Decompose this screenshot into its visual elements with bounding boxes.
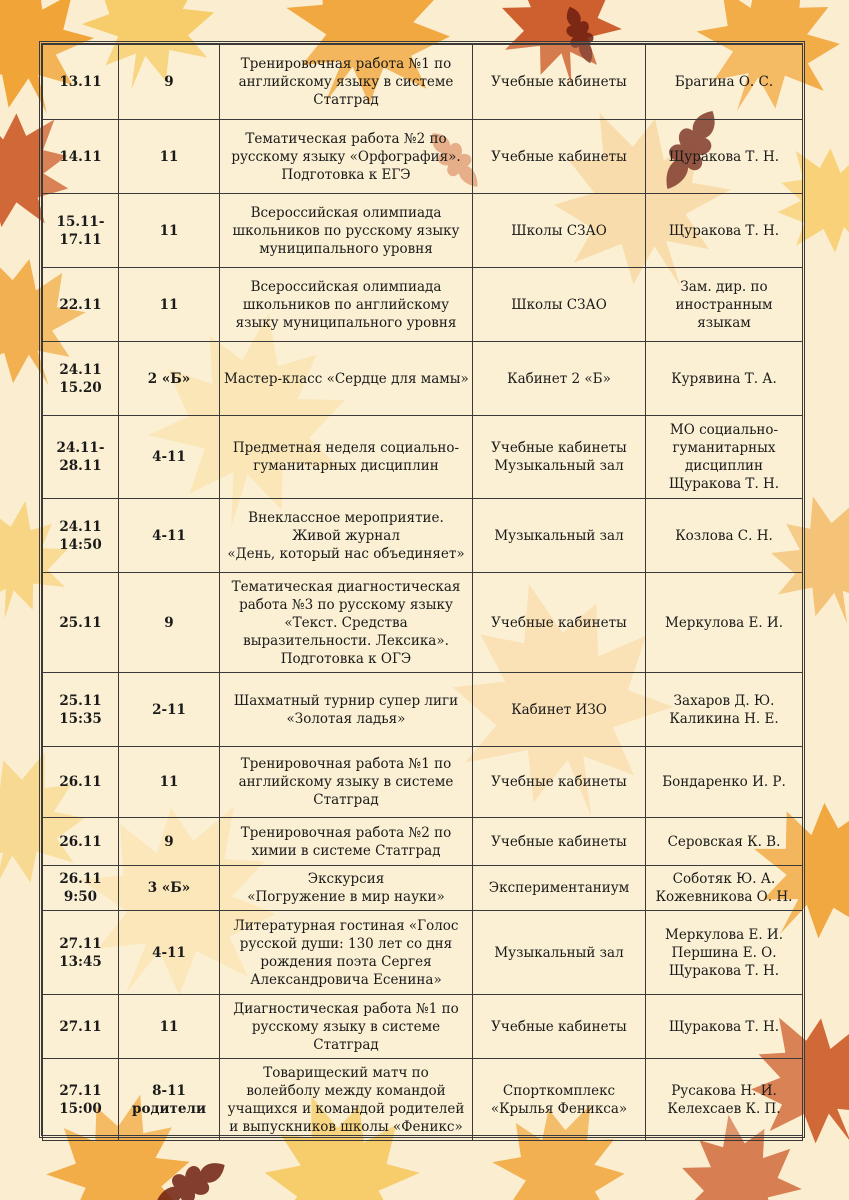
event-title-line: английскому языку в системе (238, 74, 454, 90)
event-responsible-line: языкам (697, 314, 751, 331)
event-location-line: Учебные кабинеты (491, 614, 627, 631)
event-date-line: 14:50 (59, 536, 102, 553)
event-location-line: Школы СЗАО (511, 222, 607, 239)
event-responsible-line: Келехсаев К. П. (667, 1100, 781, 1117)
event-grade-line: 8-11 (152, 1082, 186, 1099)
table-row (43, 866, 803, 911)
event-title-line: волейболу между командой (246, 1082, 446, 1099)
event-date (43, 673, 119, 747)
event-title (220, 342, 473, 416)
event-title-line: языку муниципального уровня (235, 314, 457, 331)
event-date-line: 27.11 (59, 1082, 102, 1099)
event-title-line: Тематическая диагностическая (231, 578, 461, 595)
event-responsible (646, 45, 803, 120)
event-title-line: Всероссийская олимпиада (250, 278, 442, 295)
event-title (220, 573, 473, 673)
event-date (43, 911, 119, 995)
event-date-line: 15:00 (59, 1100, 102, 1117)
event-date (43, 747, 119, 818)
event-responsible-line: МО социально- (669, 422, 779, 438)
event-schedule (39, 41, 805, 1138)
event-location (473, 45, 646, 120)
event-title-line: Предметная неделя социально- (232, 440, 460, 456)
event-location-line: Учебные кабинеты (491, 833, 627, 850)
event-responsible (646, 866, 803, 911)
event-date-line: 27.11 (59, 1018, 102, 1035)
event-responsible-line: Меркулова Е. И. (665, 926, 783, 943)
event-responsible (646, 499, 803, 573)
event-title-line: «Золотая ладья» (286, 710, 406, 727)
event-grade-line: 11 (159, 774, 179, 790)
event-date (43, 499, 119, 573)
event-grade-line: 11 (159, 296, 179, 313)
event-title-line: Тематическая работа №2 по (245, 130, 447, 147)
event-grade (119, 1059, 220, 1141)
event-title-line: Шахматный турнир супер лиги (233, 692, 459, 709)
event-location (473, 866, 646, 911)
event-title (220, 995, 473, 1059)
event-location (473, 342, 646, 416)
event-date-line: 27.11 (59, 935, 102, 952)
event-location (473, 120, 646, 194)
event-grade-line: 2-11 (152, 701, 186, 718)
event-date-line: 25.11 (59, 692, 102, 709)
event-location-line: Учебные кабинеты (491, 148, 627, 165)
event-location (473, 499, 646, 573)
table-row (43, 818, 803, 866)
event-location-line: Кабинет 2 «Б» (507, 370, 611, 387)
event-date-line: 15.20 (59, 379, 102, 396)
event-title-line: и выпускников школы «Феникс» (229, 1118, 463, 1135)
event-responsible-line: Щуракова Т. Н. (668, 222, 780, 239)
event-date-line: 28.11 (59, 458, 102, 474)
event-responsible-line: Щуракова Т. Н. (668, 962, 780, 979)
event-title-line: школьников по английскому (242, 296, 450, 313)
event-date-line: 26.11 (59, 871, 102, 887)
event-title-line: Экскурсия (307, 871, 385, 887)
event-responsible-line: гуманитарных (672, 440, 776, 456)
event-title-line: Товарищеский матч по (263, 1064, 429, 1081)
event-responsible-line: Щуракова Т. Н. (668, 476, 780, 492)
event-title-line: Живой журнал (292, 527, 400, 544)
event-title-line: Тренировочная работа №2 по (240, 824, 452, 841)
event-title (220, 866, 473, 911)
event-title (220, 268, 473, 342)
event-title-line: Мастер-класс «Сердце для мамы» (224, 370, 469, 387)
event-responsible-line: Козлова С. Н. (675, 527, 773, 544)
event-responsible-line: Соботяк Ю. А. (672, 871, 776, 887)
event-date-line: 14.11 (59, 148, 102, 165)
event-responsible (646, 1059, 803, 1141)
event-date (43, 194, 119, 268)
event-responsible-line: Першина Е. О. (671, 944, 777, 961)
table-row (43, 194, 803, 268)
event-responsible (646, 673, 803, 747)
event-title-line: школьников по русскому языку (232, 222, 460, 239)
event-grade (119, 342, 220, 416)
event-title-line: Тренировочная работа №1 по (240, 756, 452, 772)
event-location-line: Кабинет ИЗО (511, 701, 607, 718)
event-location-line: Учебные кабинеты (491, 774, 627, 790)
event-date-line: 24.11 (59, 518, 102, 535)
event-title (220, 673, 473, 747)
event-date (43, 995, 119, 1059)
event-title (220, 45, 473, 120)
event-location (473, 194, 646, 268)
event-title-line: «День, который нас объединяет» (227, 545, 465, 562)
event-date (43, 416, 119, 499)
event-location-line: Музыкальный зал (494, 527, 624, 544)
event-responsible (646, 194, 803, 268)
event-responsible (646, 995, 803, 1059)
event-title-line: гуманитарных дисциплин (253, 458, 439, 474)
event-grade-line: 3 «Б» (147, 880, 191, 896)
event-date-line: 22.11 (59, 296, 102, 313)
event-grade-line: 4-11 (152, 944, 186, 961)
table-row (43, 416, 803, 499)
event-date-line: 9:50 (63, 889, 98, 905)
event-date-line: 13.11 (59, 74, 102, 90)
event-grade (119, 673, 220, 747)
event-responsible-line: Щуракова Т. Н. (668, 1018, 780, 1035)
event-title (220, 911, 473, 995)
event-date (43, 1059, 119, 1141)
event-title-line: Внеклассное мероприятие. (248, 509, 444, 526)
event-title-line: Тренировочная работа №1 по (240, 56, 452, 72)
event-responsible-line: Русакова Н. И. (671, 1082, 777, 1099)
event-title-line: английскому языку в системе (238, 774, 454, 790)
event-responsible (646, 268, 803, 342)
event-title-line: Статград (313, 92, 379, 108)
event-title (220, 194, 473, 268)
event-date-line: 24.11 (59, 361, 102, 378)
event-grade (119, 45, 220, 120)
event-location (473, 911, 646, 995)
table-row (43, 268, 803, 342)
event-title-line: русскому языку в системе (251, 1018, 441, 1035)
event-grade-line: 11 (159, 148, 179, 165)
event-grade-line: 11 (159, 222, 179, 239)
event-date-line: 15:35 (59, 710, 102, 727)
event-title (220, 818, 473, 866)
event-title-line: муниципального уровня (259, 240, 433, 257)
event-responsible (646, 818, 803, 866)
event-date-line: 13:45 (59, 953, 102, 970)
event-grade-line: 9 (164, 74, 174, 90)
event-title-line: работа №3 по русскому языку (239, 596, 453, 613)
event-location-line: Учебные кабинеты (491, 1018, 627, 1035)
event-title-line: Подготовка к ЕГЭ (281, 166, 411, 183)
event-date (43, 120, 119, 194)
event-date (43, 45, 119, 120)
event-table (42, 44, 803, 1141)
event-grade (119, 747, 220, 818)
event-responsible-line: Бондаренко И. Р. (662, 774, 786, 790)
table-row (43, 499, 803, 573)
event-date-line: 25.11 (59, 614, 102, 631)
event-title-line: русской души: 130 лет со дня (239, 935, 453, 952)
event-grade (119, 866, 220, 911)
event-title-line: Статград (313, 1036, 379, 1053)
event-responsible (646, 747, 803, 818)
event-title-line: выразительности. Лексика». (243, 632, 449, 649)
table-row (43, 120, 803, 194)
event-grade-line: 2 «Б» (147, 370, 191, 387)
event-responsible-line: Каликина Н. Е. (669, 710, 779, 727)
event-date (43, 818, 119, 866)
table-row (43, 573, 803, 673)
event-date-line: 26.11 (59, 774, 102, 790)
event-location-line: Учебные кабинеты (491, 74, 627, 90)
event-grade (119, 268, 220, 342)
event-location-line: Экспериментаниум (488, 880, 630, 896)
table-row (43, 342, 803, 416)
event-responsible-line: иностранным (675, 296, 773, 313)
event-responsible-line: Зам. дир. по (680, 278, 768, 295)
table-row (43, 673, 803, 747)
table-row (43, 1059, 803, 1141)
event-location-line: Учебные кабинеты (491, 440, 627, 456)
table-row (43, 995, 803, 1059)
event-grade-line: родители (132, 1100, 206, 1117)
event-grade (119, 995, 220, 1059)
event-location-line: Музыкальный зал (494, 944, 624, 961)
event-title-line: Литературная гостиная «Голос (233, 917, 459, 934)
event-title-line: Александровича Есенина» (250, 971, 442, 988)
event-date-line: 26.11 (59, 833, 102, 850)
event-date-line: 15.11- (56, 213, 105, 230)
event-responsible-line: дисциплин (684, 458, 764, 474)
event-location (473, 818, 646, 866)
event-date-line: 17.11 (59, 231, 102, 248)
event-title-line: учащихся и командой родителей (227, 1100, 465, 1117)
event-responsible-line: Щуракова Т. Н. (668, 148, 780, 165)
event-grade (119, 573, 220, 673)
event-title-line: Всероссийская олимпиада (250, 204, 442, 221)
event-location (473, 673, 646, 747)
event-grade (119, 818, 220, 866)
event-location-line: «Крылья Феникса» (490, 1100, 628, 1117)
event-date (43, 342, 119, 416)
table-row (43, 911, 803, 995)
event-responsible (646, 911, 803, 995)
event-responsible-line: Курявина Т. А. (671, 370, 777, 387)
event-title-line: Подготовка к ОГЭ (280, 650, 412, 667)
event-location-line: Спорткомплекс (502, 1082, 616, 1099)
event-grade-line: 11 (159, 1018, 179, 1035)
event-title-line: «Погружение в мир науки» (247, 889, 445, 905)
event-grade (119, 911, 220, 995)
event-grade (119, 499, 220, 573)
event-responsible (646, 342, 803, 416)
event-responsible (646, 573, 803, 673)
event-title-line: Статград (313, 792, 379, 808)
event-responsible-line: Брагина О. С. (674, 74, 774, 90)
event-title (220, 499, 473, 573)
event-title-line: рождения поэта Сергея (260, 953, 432, 970)
event-date (43, 866, 119, 911)
event-title-line: химии в системе Статград (251, 842, 441, 859)
event-responsible (646, 120, 803, 194)
event-responsible-line: Кожевникова О. Н. (655, 889, 793, 905)
event-location (473, 268, 646, 342)
event-title-line: Диагностическая работа №1 по (233, 1000, 459, 1017)
event-grade-line: 4-11 (152, 449, 186, 465)
event-grade-line: 4-11 (152, 527, 186, 544)
event-grade-line: 9 (164, 614, 174, 631)
event-title (220, 747, 473, 818)
event-responsible-line: Меркулова Е. И. (665, 614, 783, 631)
event-responsible (646, 416, 803, 499)
event-date (43, 268, 119, 342)
event-responsible-line: Серовская К. В. (667, 833, 781, 850)
event-location (473, 747, 646, 818)
event-title-line: русскому языку «Орфография». (231, 148, 461, 165)
event-grade (119, 194, 220, 268)
table-row (43, 747, 803, 818)
event-responsible-line: Захаров Д. Ю. (673, 692, 775, 709)
event-location (473, 416, 646, 499)
event-grade-line: 9 (164, 833, 174, 850)
event-title (220, 1059, 473, 1141)
event-grade (119, 120, 220, 194)
event-location (473, 995, 646, 1059)
event-title-line: «Текст. Средства (284, 614, 408, 631)
table-row (43, 45, 803, 120)
event-location (473, 1059, 646, 1141)
event-date-line: 24.11- (56, 440, 105, 456)
event-title (220, 416, 473, 499)
event-location-line: Музыкальный зал (494, 458, 624, 474)
event-date (43, 573, 119, 673)
event-location-line: Школы СЗАО (511, 296, 607, 313)
event-title (220, 120, 473, 194)
event-location (473, 573, 646, 673)
event-grade (119, 416, 220, 499)
